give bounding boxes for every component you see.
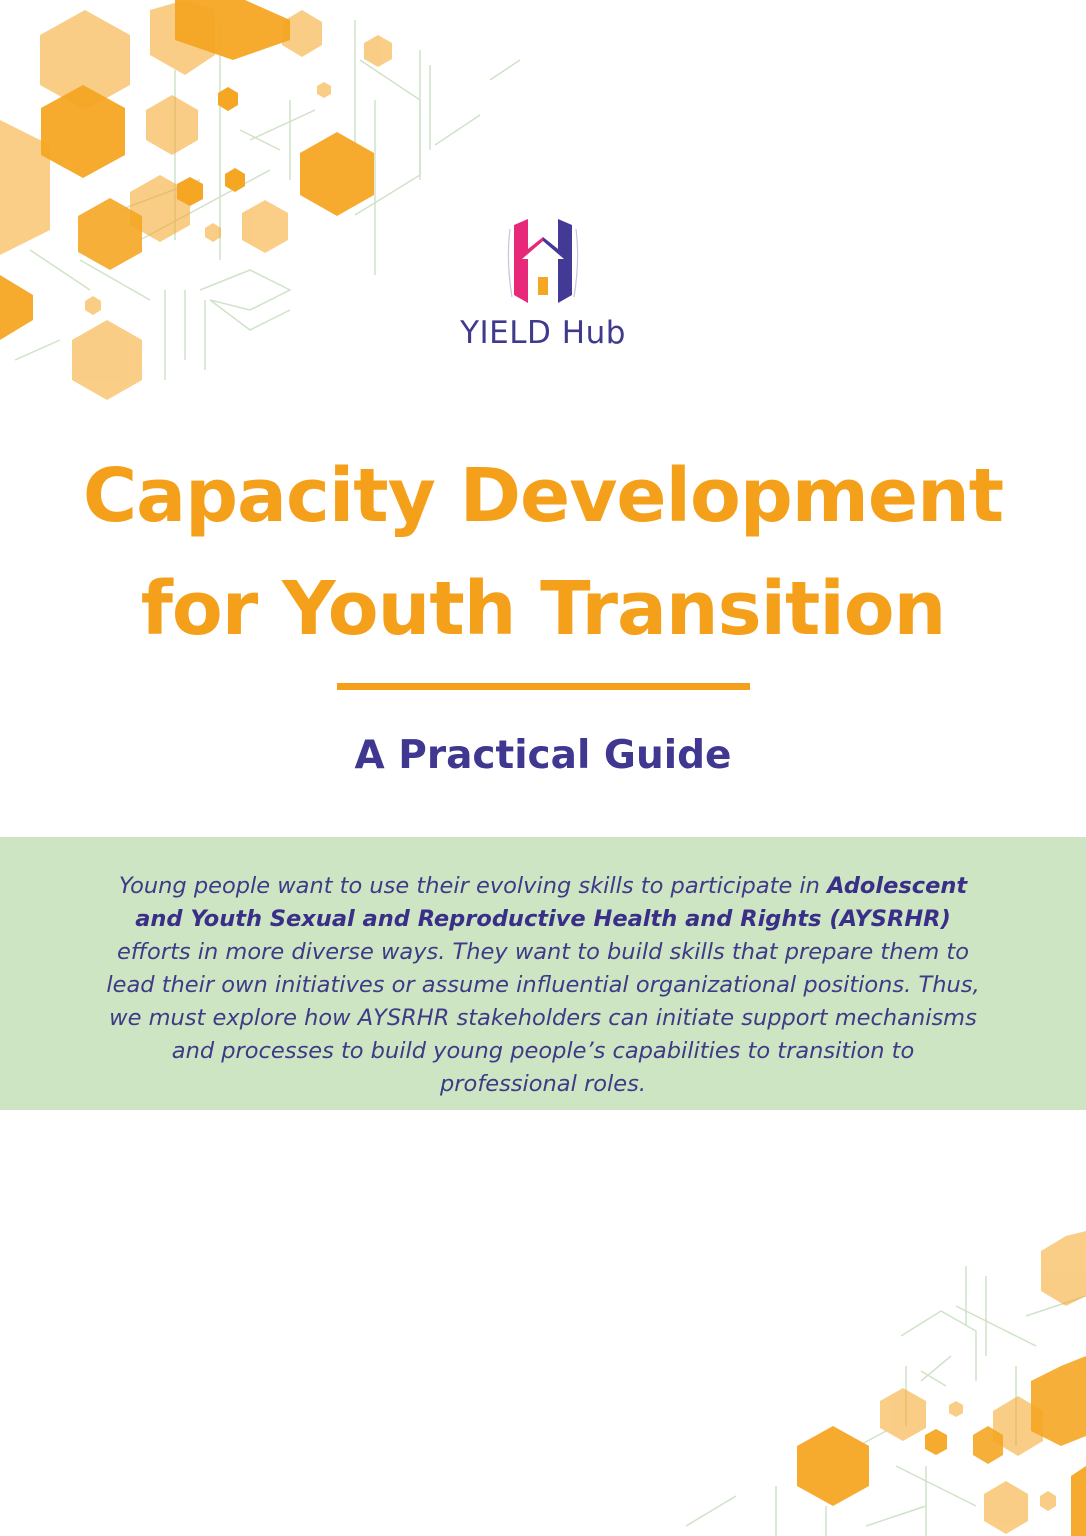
hexagon-pattern-bottom-right [666, 1216, 1086, 1536]
hexagon-pattern-top-left [0, 0, 520, 420]
intro-paragraph [100, 870, 986, 1101]
yield-hub-logo [0, 215, 1086, 351]
title-line-1: Capacity Development [82, 453, 1004, 539]
intro-text-end: efforts in more diverse ways. They want to build skills that prepare them to lead their own initiatives or assume influential organizational positions. Thus, we must explore how AYSRHR stakeholders can initiate support mechanisms and processes to build young people’s capabilities to transition to professional roles. [106, 939, 980, 1097]
title-divider [337, 683, 750, 690]
intro-emphasis: Adolescent and Youth Sexual and Reproductive Health and Rights (AYSRHR) [135, 873, 968, 932]
brand-name: YIELD Hub [460, 315, 626, 351]
house-h-icon [500, 215, 586, 307]
title-line-2: for Youth Transition [140, 566, 946, 652]
page-title [0, 440, 1086, 666]
intro-text-start: Young people want to use their evolving skills to participate in [118, 873, 828, 899]
subtitle: A Practical Guide [354, 733, 732, 778]
